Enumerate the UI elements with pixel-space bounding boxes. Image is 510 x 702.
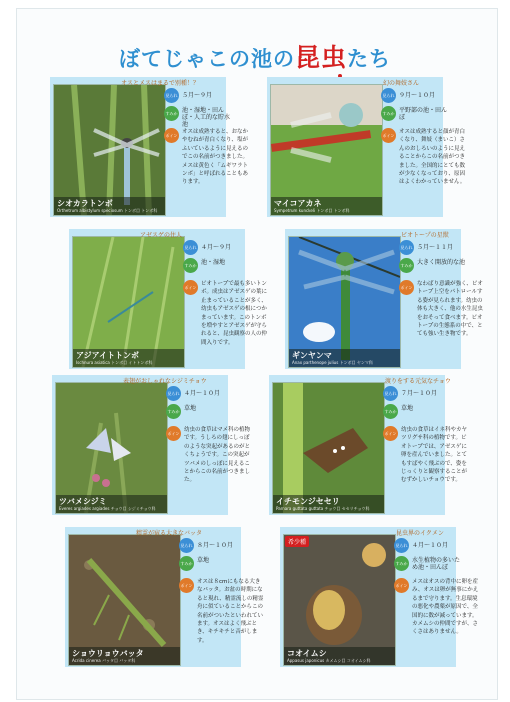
insect-photo	[283, 534, 396, 666]
insect-description: メスはオスの背中に卵を産み、オスは卵が無事にかえるまで守ります。生息環境の悪化や農薬が原因で、全国的に数が減っています。カメムシの仲間ですが、さくさはありません。	[412, 579, 479, 636]
insect-scientific-name: Anax parthenope julius トンボ目 ヤンマ科	[292, 360, 373, 365]
insect-name: コオイムシ	[287, 649, 327, 658]
point-icon: ポイン	[399, 280, 414, 295]
insect-name: ショウリョウバッタ	[72, 649, 144, 658]
insect-description: ビオトープで最も多いトンボ。成虫はアゼスゲの葉に止まっていることが多く、幼虫もアゼスゲの根につかまっています。このトンボを増やすとアゼスゲが守られると、昆虫観察の人の仲間入りです。	[201, 281, 268, 346]
insect-description: オスは８cmにもなる大きなバッタ。お盆の時期になると現れ、精霊流しの精霊舟に似ていることからこの名前がついたといわれています。オスはよく飛ぶとき、キチキチと音がします。	[197, 579, 264, 644]
card-heading: オスとメスはまるで別種！？	[121, 80, 199, 87]
photo-caption	[289, 349, 400, 367]
insect-scientific-name: Sympetrum kunckeli トンボ目 トンボ科	[274, 208, 350, 213]
point-icon: ポイン	[183, 280, 198, 295]
insect-scientific-name: Everes argiades argiades チョウ目 シジミチョウ科	[59, 506, 156, 511]
photo-caption	[284, 647, 395, 665]
habitat-value: 草地	[197, 557, 210, 564]
period-icon: 見られ	[383, 386, 398, 401]
habitat-icon: すみか	[394, 556, 409, 571]
insect-scientific-name: Ischnura asiatica トンボ目 イトトンボ科	[76, 360, 153, 365]
insect-description: オスは成熟すると顔が青白くなり、舞妓（まいこ）さんのおしろいのように見えることからこの名前がつきました。全国的にとても数が少なくなっており、原因はよくわかっていません。	[399, 129, 466, 186]
period-value: ４月～９月	[201, 244, 232, 251]
period-value: ９月～１０月	[399, 92, 436, 99]
period-icon: 見られ	[183, 240, 198, 255]
habitat-icon: すみか	[381, 106, 396, 121]
insect-name: シオカラトンボ	[57, 199, 113, 208]
habitat-value: 草地	[401, 405, 414, 412]
point-icon: ポイン	[394, 578, 409, 593]
habitat-icon: すみか	[399, 258, 414, 273]
insect-name: マイコアカネ	[274, 199, 322, 208]
card-heading: 表翅がおしゃれなシジミチョウ	[123, 378, 207, 385]
card-heading: 昆虫界のイクメン	[396, 530, 444, 537]
habitat-icon: すみか	[383, 404, 398, 419]
title-part2: 昆虫	[294, 43, 347, 72]
habitat-value: 池・湿地	[201, 259, 226, 266]
photo-caption	[69, 647, 180, 665]
period-icon: 見られ	[166, 386, 181, 401]
habitat-value: 池・湿地・田んぼ・人工的な貯水池	[182, 107, 231, 128]
point-icon: ポイン	[381, 128, 396, 143]
insect-photo	[53, 84, 166, 216]
card-heading: 幻の舞妓さん	[383, 80, 420, 87]
insect-photo	[288, 236, 401, 368]
period-value: ７月～１０月	[401, 390, 438, 397]
point-icon: ポイン	[383, 426, 398, 441]
point-icon: ポイン	[164, 128, 179, 143]
point-icon: ポイン	[179, 578, 194, 593]
habitat-icon: すみか	[183, 258, 198, 273]
title-part3: たち	[347, 47, 391, 71]
period-value: ５月～１１月	[417, 244, 454, 251]
poster-title	[0, 38, 510, 74]
habitat-icon: すみか	[179, 556, 194, 571]
period-icon: 見られ	[381, 88, 396, 103]
photo-caption	[273, 495, 384, 513]
point-icon: ポイン	[166, 426, 181, 441]
insect-photo	[68, 534, 181, 666]
insect-photo	[55, 382, 168, 514]
period-icon: 見られ	[179, 538, 194, 553]
photo-caption	[271, 197, 382, 215]
photo-caption	[54, 197, 165, 215]
insect-name: アジアイトトンボ	[76, 351, 139, 360]
insect-photo	[72, 236, 185, 368]
photo-caption	[73, 349, 184, 367]
insect-description: 幼虫の食草はマメ科の植物です。うしろの翅にしっぽのような突起があるのがとくちょうです。この突起がツバメのしっぽに見えることからこの名前がつきました。	[184, 427, 251, 484]
habitat-icon: すみか	[164, 106, 179, 121]
period-value: ８月～１０月	[197, 542, 234, 549]
period-icon: 見られ	[164, 88, 179, 103]
period-icon: 見られ	[394, 538, 409, 553]
card-heading: アゼスゲの住人	[140, 232, 182, 239]
habitat-value: 大きく開放的な池	[417, 259, 466, 266]
insect-photo	[272, 382, 385, 514]
insect-scientific-name: Orthetrum albistylum speciosum トンボ目 トンボ科	[57, 208, 158, 213]
insect-scientific-name: Appasus japonicus カメムシ目 コオイムシ科	[287, 658, 371, 663]
period-value: ４月～１０月	[184, 390, 221, 397]
period-icon: 見られ	[399, 240, 414, 255]
card-heading: ビオトープの星獣	[401, 232, 449, 239]
title-part1: ぼてじゃこの池の	[118, 47, 295, 71]
insect-description: なわばり意識が強く、ビオトープ上空をパトロールする姿が見られます。幼虫の体も大きく、他の水生昆虫をおそって食べます。ビオトープの生態系の中で、とても強い生き物です。	[417, 281, 483, 338]
insect-name: ツバメシジミ	[59, 497, 107, 506]
period-value: ５月～９月	[182, 92, 213, 99]
insect-photo	[270, 84, 383, 216]
habitat-value: 水生植物の多いため池・田んぼ	[412, 557, 461, 571]
insect-name: ギンヤンマ	[292, 351, 332, 360]
habitat-value: 草地	[184, 405, 197, 412]
insect-scientific-name: Parnara guttata guttata チョウ目 セセリチョウ科	[276, 506, 370, 511]
card-heading: 渡りをする元気なチョウ	[385, 378, 451, 385]
habitat-icon: すみか	[166, 404, 181, 419]
insect-name: イチモンジセセリ	[276, 497, 340, 506]
card-heading: 精霊が宿る大きなバッタ	[136, 530, 203, 537]
period-value: ４月～１０月	[412, 542, 449, 549]
insect-description: 幼虫の食草はイネ科やカヤツリグサ科の植物です。ビオトープでは、アゼスゲに卵を産んでいました。とてもすばやく飛ぶので、姿をじっくりと観察することがむずかしいチョウです。	[401, 427, 468, 484]
insect-scientific-name: Acrida cinerea バッタ目 バッタ科	[72, 658, 136, 663]
rare-species-badge: 希少種	[285, 536, 309, 547]
photo-caption	[56, 495, 167, 513]
habitat-value: 平野部の池・田んぼ	[399, 107, 448, 121]
insect-description: オスは成熟すると、おなかやむねが青白くなり、塩がふいているように見えるのでこの名前がつきました。メスは黄色く「ムギワラトンボ」と呼ばれることもあります。	[182, 129, 249, 186]
